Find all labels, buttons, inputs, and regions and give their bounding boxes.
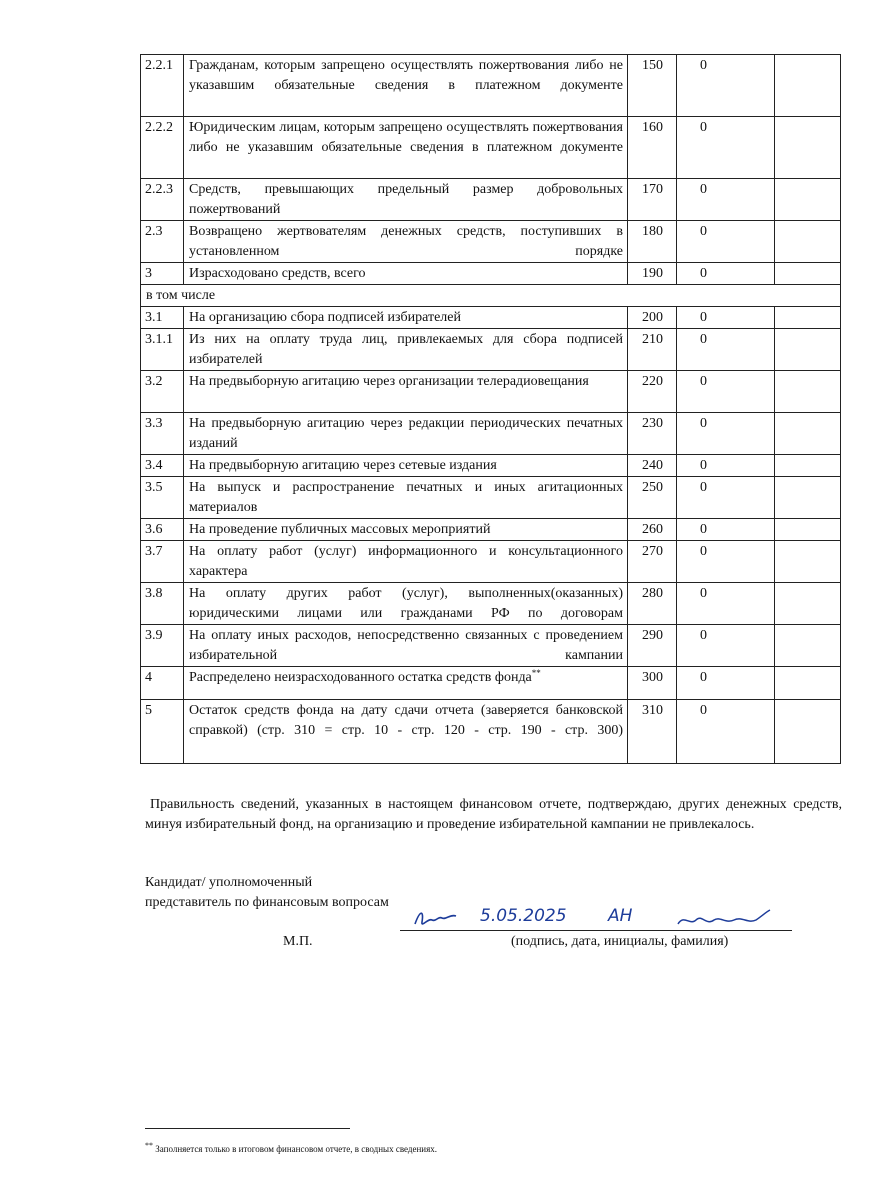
signature-scribble-icon xyxy=(412,906,460,932)
row-description xyxy=(184,700,628,764)
table-row xyxy=(141,307,841,329)
row-note xyxy=(775,329,841,371)
row-description: На проведение публичных массовых мероприятий xyxy=(184,519,628,541)
row-number: 2.2.1 xyxy=(141,55,184,117)
table-row xyxy=(141,583,841,625)
row-note xyxy=(775,583,841,625)
confirmation-text: Правильность сведений, указанных в настоящем финансовом отчете, подтверждаю, других денежных средств, минуя избирательный фонд, на организацию и проведение избирательной кампании не привлекалось. xyxy=(145,797,842,832)
row-code: 180 xyxy=(628,221,677,263)
row-description: Израсходовано средств, всего xyxy=(184,263,628,285)
row-sum: 0 xyxy=(677,625,775,667)
row-number: 3 xyxy=(141,263,184,285)
row-description: Из них на оплату труда лиц, привлекаемых для сбора подписей избирателей xyxy=(184,329,628,371)
row-description: На организацию сбора подписей избирателей xyxy=(184,307,628,329)
footnote-mark: ** xyxy=(145,1141,153,1150)
table-row xyxy=(141,700,841,764)
row-description: Возвращено жертвователям денежных средств, поступивших в установленном порядке xyxy=(184,221,628,263)
table-body-final xyxy=(141,667,841,764)
row-code: 170 xyxy=(628,179,677,221)
financial-report-table xyxy=(140,54,841,764)
row-code: 160 xyxy=(628,117,677,179)
row-description: Средств, превышающих предельный размер добровольных пожертвований xyxy=(184,179,628,221)
table-row xyxy=(141,667,841,700)
row-number: 3.3 xyxy=(141,413,184,455)
row-sum: 0 xyxy=(677,263,775,285)
representative-label: представитель по финансовым вопросам xyxy=(145,895,389,910)
table-row xyxy=(141,55,841,117)
table-body-lower xyxy=(141,307,841,667)
row-sum: 0 xyxy=(677,413,775,455)
signature-caption: (подпись, дата, инициалы, фамилия) xyxy=(511,934,729,949)
table-row xyxy=(141,519,841,541)
row-number: 3.1 xyxy=(141,307,184,329)
row-note xyxy=(775,700,841,764)
row-note xyxy=(775,541,841,583)
table-row xyxy=(141,221,841,263)
row-code: 220 xyxy=(628,371,677,413)
row-note xyxy=(775,455,841,477)
confirmation-paragraph xyxy=(145,795,842,835)
table-row xyxy=(141,477,841,519)
row-description-text: Остаток средств фонда на дату сдачи отчета (заверяется банковской справкой) xyxy=(189,703,623,738)
table-row xyxy=(141,179,841,221)
table-body-subheader xyxy=(141,285,841,307)
row-sum: 0 xyxy=(677,371,775,413)
row-code: 260 xyxy=(628,519,677,541)
row-number: 2.2.2 xyxy=(141,117,184,179)
row-number: 3.4 xyxy=(141,455,184,477)
row-code: 280 xyxy=(628,583,677,625)
row-sum: 0 xyxy=(677,667,775,700)
row-number: 3.1.1 xyxy=(141,329,184,371)
subheader-cell: в том числе xyxy=(141,285,841,307)
row-note xyxy=(775,413,841,455)
row-description: Юридическим лицам, которым запрещено осуществлять пожертвования либо не указавшим обязательные сведения в платежном документе xyxy=(184,117,628,179)
row-sum: 0 xyxy=(677,541,775,583)
row-code: 150 xyxy=(628,55,677,117)
row-note xyxy=(775,117,841,179)
table-row xyxy=(141,263,841,285)
row-number: 3.6 xyxy=(141,519,184,541)
row-code: 300 xyxy=(628,667,677,700)
signature-line xyxy=(400,930,792,931)
row-code: 290 xyxy=(628,625,677,667)
row-note xyxy=(775,221,841,263)
row-description: На предвыборную агитацию через организации телерадиовещания xyxy=(184,371,628,413)
table-row xyxy=(141,371,841,413)
row-note xyxy=(775,519,841,541)
row-note xyxy=(775,179,841,221)
row-sum: 0 xyxy=(677,519,775,541)
row-note xyxy=(775,477,841,519)
row-description: На предвыборную агитацию через редакции периодических печатных изданий xyxy=(184,413,628,455)
row-code: 270 xyxy=(628,541,677,583)
row-formula-text: (стр. 310 = стр. 10 - стр. 120 - стр. 190 - стр. 300) xyxy=(257,723,623,738)
row-description: На предвыборную агитацию через сетевые издания xyxy=(184,455,628,477)
row-sum: 0 xyxy=(677,583,775,625)
row-note xyxy=(775,625,841,667)
row-code: 190 xyxy=(628,263,677,285)
row-description: Гражданам, которым запрещено осуществлять пожертвования либо не указавшим обязательные сведения в платежном документе xyxy=(184,55,628,117)
footnote-divider xyxy=(145,1128,350,1129)
row-description-text: Распределено неизрасходованного остатка средств фонда xyxy=(189,670,532,685)
row-note xyxy=(775,307,841,329)
row-number: 3.9 xyxy=(141,625,184,667)
row-note xyxy=(775,667,841,700)
row-code: 210 xyxy=(628,329,677,371)
handwritten-initials: АН xyxy=(608,906,633,926)
table-body-upper xyxy=(141,55,841,285)
row-sum: 0 xyxy=(677,117,775,179)
handwritten-date: 5.05.2025 xyxy=(480,906,567,926)
row-note xyxy=(775,371,841,413)
row-code: 310 xyxy=(628,700,677,764)
row-sum: 0 xyxy=(677,179,775,221)
row-description: На выпуск и распространение печатных и иных агитационных материалов xyxy=(184,477,628,519)
row-sum: 0 xyxy=(677,455,775,477)
row-note xyxy=(775,263,841,285)
row-code: 200 xyxy=(628,307,677,329)
table-row xyxy=(141,455,841,477)
candidate-label: Кандидат/ уполномоченный xyxy=(145,875,313,890)
table-row xyxy=(141,541,841,583)
footnote-text: Заполняется только в итоговом финансовом отчете, в сводных сведениях. xyxy=(155,1144,437,1154)
row-description xyxy=(184,667,628,700)
row-sum: 0 xyxy=(677,329,775,371)
row-number: 3.2 xyxy=(141,371,184,413)
table-row xyxy=(141,329,841,371)
row-number: 5 xyxy=(141,700,184,764)
row-sum: 0 xyxy=(677,477,775,519)
row-number: 3.8 xyxy=(141,583,184,625)
row-note xyxy=(775,55,841,117)
row-number: 3.5 xyxy=(141,477,184,519)
handwritten-signature xyxy=(412,906,792,932)
row-description: На оплату иных расходов, непосредственно связанных с проведением избирательной кампании xyxy=(184,625,628,667)
table-row xyxy=(141,625,841,667)
surname-scribble-icon xyxy=(674,906,784,932)
table-row-subheader xyxy=(141,285,841,307)
row-code: 230 xyxy=(628,413,677,455)
row-sum: 0 xyxy=(677,221,775,263)
stamp-place-label: М.П. xyxy=(283,934,313,949)
row-code: 240 xyxy=(628,455,677,477)
row-code: 250 xyxy=(628,477,677,519)
row-number: 2.3 xyxy=(141,221,184,263)
row-description: На оплату других работ (услуг), выполненных(оказанных) юридическими лицами или гражданами РФ по договорам xyxy=(184,583,628,625)
footnote-reference: ** xyxy=(531,668,541,678)
table-row xyxy=(141,117,841,179)
row-number: 4 xyxy=(141,667,184,700)
row-description: На оплату работ (услуг) информационного и консультационного характера xyxy=(184,541,628,583)
row-sum: 0 xyxy=(677,307,775,329)
row-sum: 0 xyxy=(677,700,775,764)
footnote xyxy=(145,1140,437,1155)
row-number: 3.7 xyxy=(141,541,184,583)
table-row xyxy=(141,413,841,455)
candidate-block xyxy=(145,873,389,913)
row-number: 2.2.3 xyxy=(141,179,184,221)
row-sum: 0 xyxy=(677,55,775,117)
